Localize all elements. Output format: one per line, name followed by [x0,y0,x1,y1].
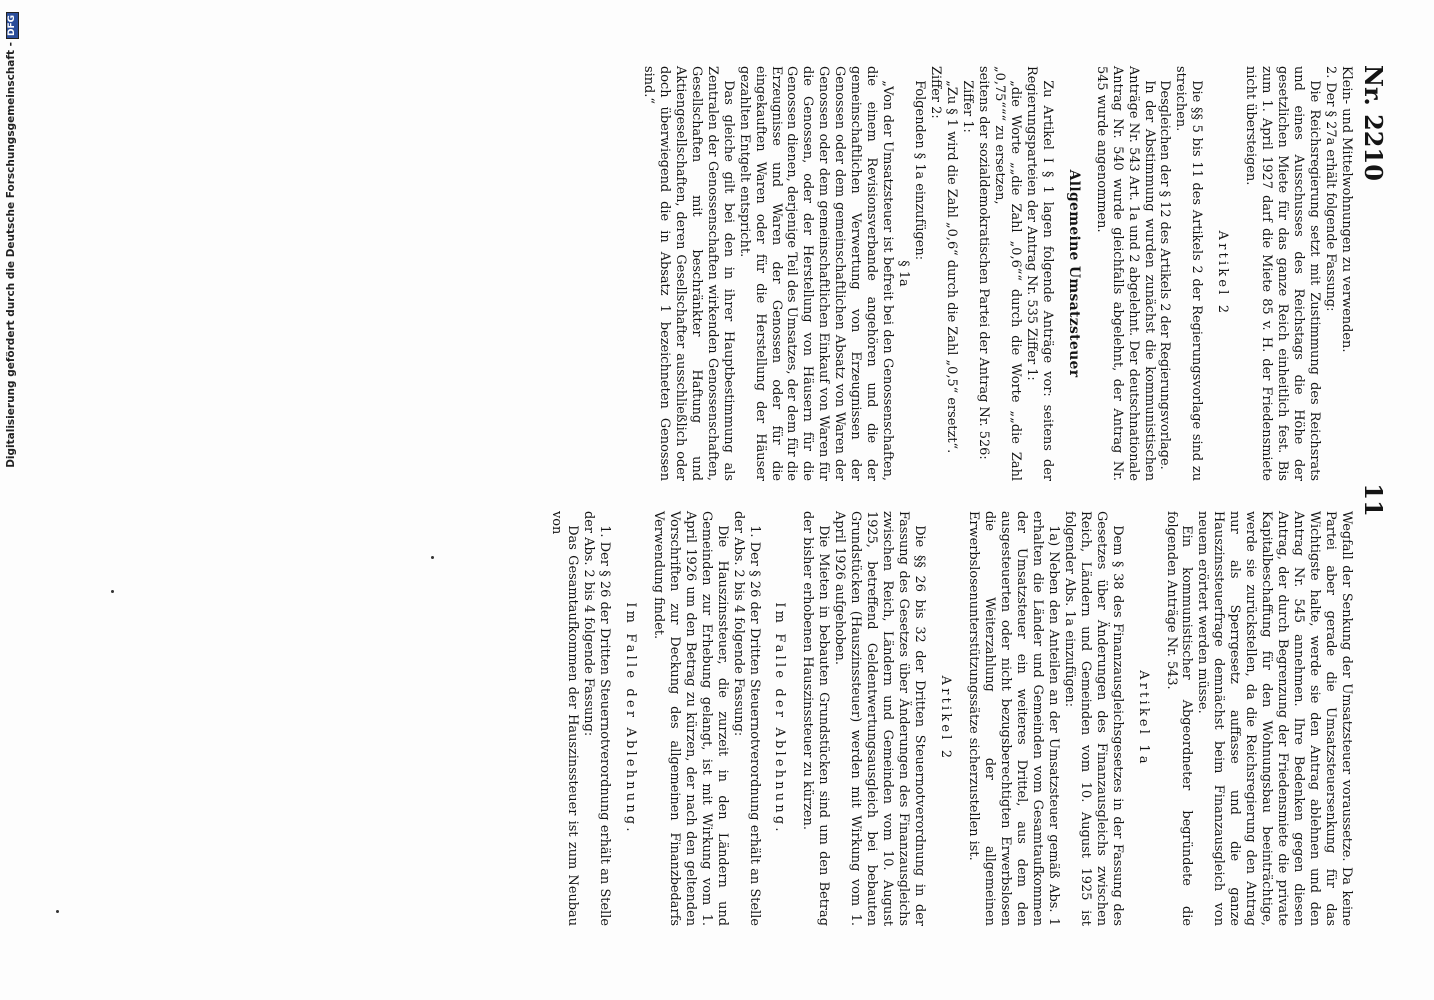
paragraph: Ziffer 1: [959,80,975,133]
paragraph: Klein- und Mittelwohnungen zu verwenden. [1339,66,1354,353]
digitization-credit-text: Digitalisierung gefördert durch die Deutsche Forschungsgemeinschaft - [5,42,17,468]
paragraph: Zu Artikel I § 1 lagen folgende Anträge vor: seitens der Regierungsparteien der Antrag Nr. 535 Ziffer 1: [1023,66,1055,481]
section-heading: Allgemeine Umsatzsteuer [1065,169,1082,378]
paragraph: 1. Der § 26 der Dritten Steuernotverordnung erhält an Stelle der Abs. 2 bis 4 folgende Fassung: [730,511,762,926]
section-heading: Artikel 1a [1135,670,1151,767]
paragraph: Ein kommunistischer Abgeordneter begründete die folgenden Anträge Nr. 543. [1163,511,1195,926]
paragraph: Die Hauszinssteuer, die zurzeit in den Ländern und Gemeinden zur Erhebung gelangt, ist mit Wirkung vom 1. April 1926 um den Betrag zu kürzen, der nach den geltenden Vorschriften zur Deckung des allgemeinen Finanzbedarfs Verwendung findet. [650,511,730,926]
scan-speck [56,910,59,913]
right-text-column [548,511,1354,926]
left-text-column [640,66,1354,481]
paragraph: „Von der Umsatzsteuer ist befreit bei den Genossenschaften, die einem Revisionsverbande angehören und die der gemeinschaftlichen Verwertung von Erzeugnissen der Genossen oder dem gemeinschaftlichen Absatz von Waren der Genossen oder dem gemeinschaftlichen Einkauf von Waren für die Genossen, oder der Herstellung von Häusern für die Genossen dienen, derjenige Teil des Umsatzes, der dem für die Erzeugnisse und Waren der Genossen oder für die eingekauften Waren oder für die Herstellung der Häuser gezahlten Entgelt entspricht. [736,66,896,481]
paragraph: „die Worte „„die Zahl „0,6““ durch die Worte „„die Zahl „0,75“““ zu ersetzen, [991,66,1023,481]
paragraph: 1a) Neben den Anteilen an der Umsatzsteuer gemäß Abs. 1 erhalten die Länder und Gemeinden vom Gesamtaufkommen der Umsatzsteuer ein weiteres Drittel, aus dem den ausgesteuerten oder nicht bezugsberechtigten Erwerbslosen die Weiterzahlung der allgemeinen Erwerbslosenunterstützungssätze sicherzustellen ist. [966,511,1061,926]
paragraph: 1. Der § 26 der Dritten Steuernotverordnung erhält an Stelle der Abs. 2 bis 4 folgende Fassung: [580,511,612,926]
paragraph: Folgenden § 1a einzufügen: [912,80,928,261]
paragraph: Wegfall der Senkung der Umsatzsteuer voraussetze. Da keine Partei aber gerade die Umsatzsteuersenkung für das Wichtigste halte, werde sie den Antrag ablehnen und den Antrag Nr. 545 annehmen. Ihre Bedenken gegen diesen Antrag, der durch Begrenzung der Friedensmiete die private Kapitalbeschaffung für den Wohnungsbau beeinträchtige, werde sie zurückstellen, da die Reichsregierung den Antrag nur als Sperrgesetz auffasse und die ganze Hauszinssteuerfrage demnächst beim Finanzausgleich von neuem erörtert werden müsse. [1195,511,1354,926]
paragraph: „Zu § 1 wird die Zahl „0,6“ durch die Zahl „0,5“ ersetzt“. [944,80,960,454]
paragraph: Ziffer 2: [928,66,944,119]
document-number: Nr. 2210 [1359,65,1388,181]
dfg-logo: DFG [6,12,19,39]
scan-speck [111,590,114,593]
page-number: 11 [1359,483,1388,517]
paragraph: Desgleichen der § 12 des Artikels 2 der Regierungsvorlage. [1157,80,1173,470]
paragraph: seitens der sozialdemokratischen Partei der Antrag Nr. 526: [975,66,991,460]
paragraph-sign-heading: § 1a [896,260,912,287]
section-heading: Im Falle der Ablehnung. [622,602,638,835]
paragraph: Die §§ 5 bis 11 des Artikels 2 der Regierungsvorlage sind zu streichen. [1173,66,1205,481]
paragraph: Die Reichsregierung setzt mit Zustimmung des Reichsrats und eines Ausschusses des Reichstags die Höhe der gesetzlichen Miete für das ganze Reich einheitlich fest. Bis zum 1. April 1927 darf die Miete 85 v. H. der Friedensmiete nicht übersteigen. [1243,66,1323,481]
section-heading: Artikel 2 [1215,230,1231,317]
paragraph: In der Abstimmung wurden zunächst die kommunistischen Anträge Nr. 543 Art. 1a und 2 abgelehnt. Der deutschnationale Antrag Nr. 540 wurde gleichfalls abgelehnt, der Antrag Nr. 545 wurde angenommen. [1093,66,1157,481]
scan-speck [431,556,434,559]
paragraph: 2. Der § 27a erhält folgende Fassung: [1323,66,1339,312]
paragraph: Das gleiche gilt bei den in ihrer Hauptbestimmung als Zentralen der Genossenschaften wirkenden Genossenschaften, Gesellschaften mit beschränkter Haftung und Aktiengesellschaften, deren Gesellschafter ausschließlich oder doch überwiegend die in Absatz 1 bezeichneten Genossen sind.“ [640,66,736,481]
section-heading: Artikel 2 [938,675,954,762]
section-heading: Im Falle der Ablehnung. [772,602,788,835]
paragraph: Die Mieten in bebauten Grundstücken sind um den Betrag der bisher erhobenen Hauszinssteuer zu kürzen. [800,511,832,926]
paragraph: Die §§ 26 bis 32 der Dritten Steuernotverordnung in der Fassung des Gesetzes über Änderungen des Finanzausgleichs zwischen Reich, Ländern und Gemeinden vom 10. August 1925, betreffend Geldentwertungsausgleich bei bebauten Grundstücken (Hauszinssteuer) werden mit Wirkung vom 1. April 1926 aufgehoben. [832,511,928,926]
paragraph: Das Gesamtaufkommen der Hauszinssteuer ist zum Neubau von [549,511,581,926]
paragraph: Dem § 38 des Finanzausgleichsgesetzes in der Fassung des Gesetzes über Änderungen des Finanzausgleichs zwischen Reich, Ländern und Gemeinden vom 10. August 1925 ist folgender Abs. 1a einzufügen: [1061,511,1125,926]
